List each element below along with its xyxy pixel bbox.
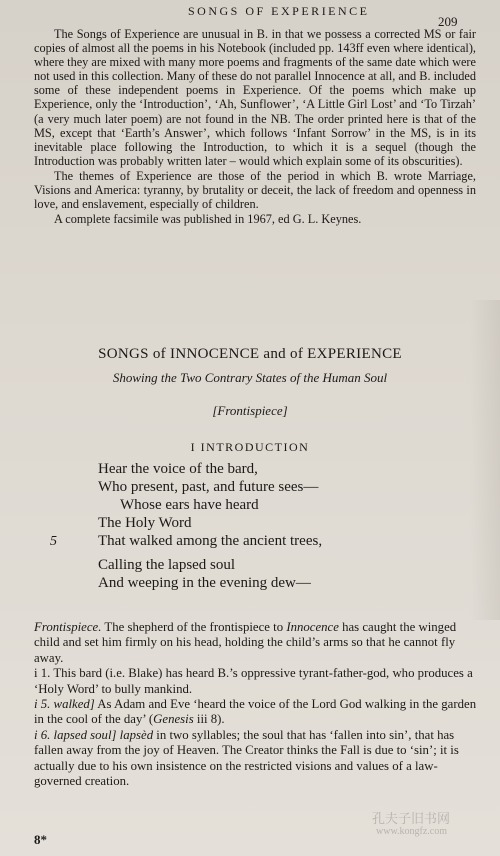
note-label: Frontispiece. (34, 620, 102, 634)
introductory-note (34, 27, 476, 226)
poem-line: Whose ears have heard (120, 497, 259, 513)
watermark-url: www.kongfz.com (376, 826, 448, 837)
poem-line: Who present, past, and future sees— (98, 479, 319, 495)
running-head (0, 4, 500, 29)
note-frontispiece: Frontispiece. The shepherd of the frontispiece to Innocence has caught the winged child and set him firmly on his head, holding the child’s arms so that he cannot fly away. (34, 620, 457, 665)
signature-mark: 8* (34, 832, 47, 847)
poem-line: Calling the lapsed soul (98, 557, 236, 573)
note-ref: i 1. (34, 666, 51, 681)
intro-paragraph-3: A complete facsimile was published in 1967, ed G. L. Keynes. (54, 212, 362, 227)
note-line-1: i 1. This bard (i.e. Blake) has heard B.’s oppressive tyrant-father-god, who produces a ‘Holy Word’ to bully mankind. (34, 666, 473, 696)
running-head-title: SONGS OF EXPERIENCE (188, 4, 370, 18)
watermark-logo-text: 孔夫子旧书网 (372, 811, 451, 826)
note-ref: i 5. walked] (34, 697, 95, 712)
note-line-6: i 6. lapsed soul] lapsèd in two syllables; the soul that has ‘fallen into sin’, that has fallen away from the joy of Heaven. The Creator thinks the Fall is due to ‘sin’; it is actually due to his own insistence on the restricted visions and values of a law-governed creation. (34, 727, 459, 789)
collection-subtitle: Showing the Two Contrary States of the Human Soul (112, 370, 388, 385)
page-number: 209 (438, 14, 458, 29)
intro-paragraph-2: The themes of Experience are those of the period in which B. wrote Marriage, Visions and America: tyranny, by brutality or deceit, the lack of freedom and openness in love, and enslavement, especially of children. (34, 168, 476, 212)
poem-line: Hear the voice of the bard, (98, 461, 258, 477)
note-ref: i 6. lapsed soul] (34, 727, 117, 742)
poem-line-number: 5 (50, 534, 57, 549)
frontispiece-label: [Frontispiece] (212, 403, 288, 418)
collection-title: SONGS of INNOCENCE and of EXPERIENCE (98, 346, 402, 362)
poem-line: That walked among the ancient trees, (98, 533, 323, 549)
note-line-5: i 5. walked] As Adam and Eve ‘heard the voice of the Lord God walking in the garden in the cool of the day’ (Genesis iii 8). (34, 697, 477, 727)
poem-text (98, 460, 478, 592)
footnotes (34, 620, 478, 789)
intro-paragraph-1: The Songs of Experience are unusual in B. in that we possess a corrected MS or fair copies of almost all the poems in his Notebook (included pp. 143ff even where identical), where they are mixed with many more poems and fragments of the same date which were not used in this collection. Many of these do not parallel Innocence at all, and B. included some of these independent poems in Experience. Of the poems which make up Experience, only the ‘Introduction’, ‘Ah, Sunflower’, ‘A Little Girl Lost’ and ‘To Tirzah’ (a very much later poem) are not found in the NB. The order printed here is that of the MS, except that ‘Earth’s Answer’, which follows ‘Infant Sorrow’ in the MS, is in its inevitable place following the Introduction, to which it is a sequel (though the Introduction was probably written later – would which explain some of its obscurities). (34, 27, 476, 168)
poem-heading: I INTRODUCTION (190, 440, 310, 454)
poem-line: The Holy Word (98, 515, 192, 531)
poem-line: And weeping in the evening dew— (98, 575, 311, 591)
